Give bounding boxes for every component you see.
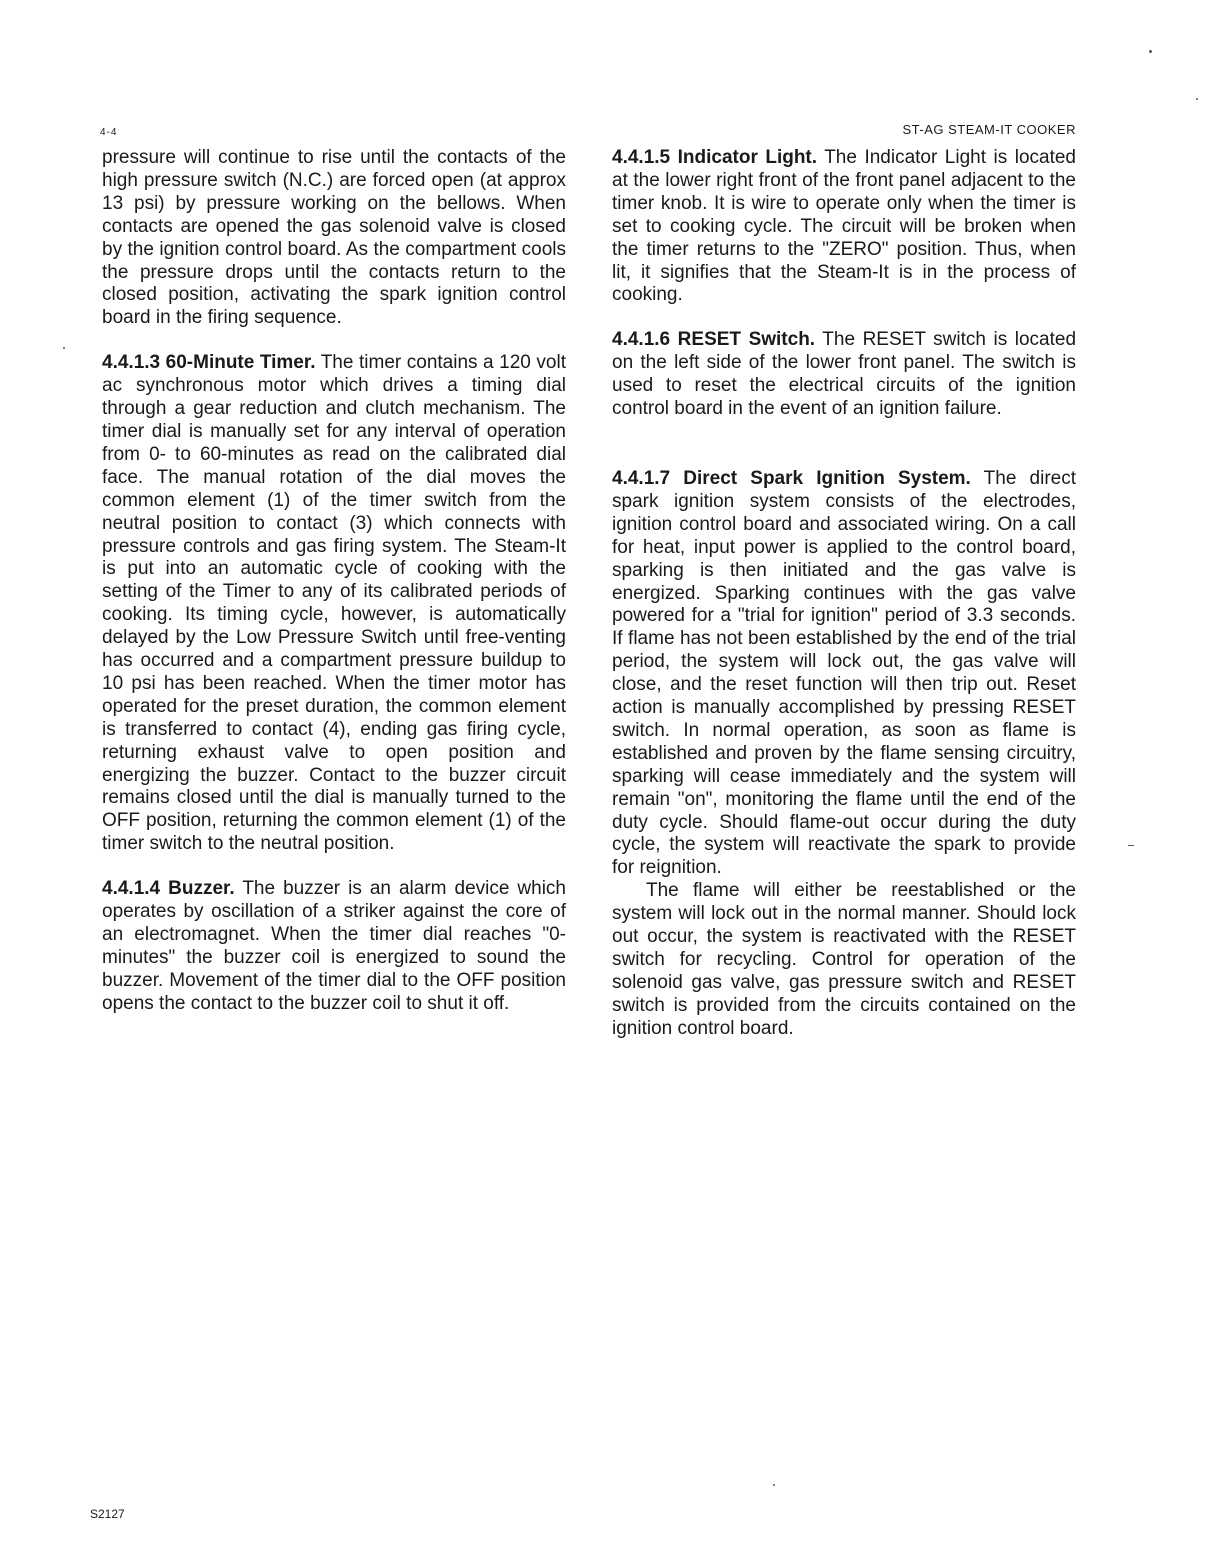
section-body: The buzzer is an alarm device which operates by oscillation of a striker against the core of an electromagnet. When the timer dial reaches "0-minutes" the buzzer coil is energized to sound the buzzer. Movement of the timer dial to the OFF position opens the contact to the buzzer coil to shut it off.	[102, 878, 567, 1014]
right-column	[612, 147, 1076, 1041]
section-title: 60-Minute Timer.	[165, 352, 316, 374]
section-body: The Indicator Light is located at the lower right front of the front panel adjacent to the timer knob. It is wire to operate only when the timer is set to cooking cycle. The circuit will be broken when the timer returns to the "ZERO" position. Thus, when lit, it signifies that the Steam-It is in the process of cooking.	[612, 147, 1076, 306]
section-4-4-1-4	[102, 878, 566, 1015]
footer-document-code: S2127	[90, 1507, 125, 1521]
section-title: RESET Switch.	[677, 329, 816, 351]
left-column	[102, 147, 566, 1016]
section-number: 4.4.1.3	[102, 352, 161, 374]
section-body: The timer contains a 120 volt ac synchronous motor which drives a timing dial through a gear reduction and clutch mechanism. The timer dial is manually set for any interval of operation from 0- to 60-minutes as read on the calibrated dial face. The manual rotation of the dial moves the common element (1) of the timer switch from the neutral position to contact (3) which connects with pressure controls and gas firing system. The Steam-It is put into an automatic cycle of cooking with the setting of the Timer to any of its calibrated periods of cooking. Its timing cycle, however, is automatically delayed by the Low Pressure Switch until free-venting has occurred and a compartment pressure buildup to 10 psi has been reached. When the timer motor has operated for the preset duration, the common element is transferred to contact (4), ending gas firing cycle, returning exhaust valve to open position and energizing the buzzer. Contact to the buzzer circuit remains closed until the dial is manually turned to the OFF position, returning the common element (1) of the timer switch to the neutral position.	[102, 352, 566, 855]
scan-speck	[773, 1484, 775, 1486]
scan-speck	[1128, 845, 1134, 846]
section-title: Direct Spark Ignition System.	[683, 467, 971, 489]
section-4-4-1-5	[612, 147, 1076, 307]
running-header: ST-AG STEAM-IT COOKER	[902, 122, 1076, 137]
section-body: The RESET switch is located on the left side of the lower front panel. The switch is used to reset the electrical circuits of the ignition control board in the event of an ignition failure.	[612, 329, 1077, 420]
scan-speck	[63, 347, 65, 349]
section-number: 4.4.1.4	[102, 878, 161, 900]
section-4-4-1-3	[102, 352, 566, 856]
continuation-paragraph: pressure will continue to rise until the contacts of the high pressure switch (N.C.) are forced open (at approx 13 psi) by pressure working on the bellows. When contacts are opened the gas solenoid valve is closed by the ignition control board. As the compartment cools the pressure drops until the contacts return to the closed position, activating the spark ignition control board in the firing sequence.	[102, 147, 566, 329]
scan-speck	[1196, 98, 1198, 100]
scan-speck	[1149, 50, 1152, 53]
section-title: Buzzer.	[168, 878, 235, 900]
section-title: Indicator Light.	[677, 147, 818, 168]
section-4-4-1-6	[612, 329, 1076, 421]
section-body: The direct spark ignition system consists of the electrodes, ignition control board and associated wiring. On a call for heat, input power is applied to the control board, sparking is then initiated and the gas valve is energized. Sparking continues with the gas valve powered for a "trial for ignition" period of 3.3 seconds. If flame has not been established by the end of the trial period, the system will lock out, the gas valve will close, and the reset function will then trip out. Reset action is manually accomplished by pressing RESET switch. In normal operation, as soon as flame is established and proven by the flame sensing circuitry, sparking will cease immediately and the system will remain "on", monitoring the flame until the end of the duty cycle. Should flame-out occur during the duty cycle, the system will reactivate the spark to provide for reignition.	[612, 467, 1077, 879]
section-continuation-paragraph: The flame will either be reestablished or the system will lock out in the normal manner. Should lock out occur, the system is reactivated with the RESET switch for recycling. Control for operation of the solenoid gas valve, gas pressure switch and RESET switch is provided from the circuits contained on the ignition control board.	[612, 880, 1076, 1039]
section-4-4-1-7	[612, 468, 1076, 880]
section-number: 4.4.1.7	[612, 467, 671, 489]
section-number: 4.4.1.5	[612, 147, 671, 168]
section-number: 4.4.1.6	[612, 329, 671, 351]
page-number: 4-4	[100, 127, 118, 138]
